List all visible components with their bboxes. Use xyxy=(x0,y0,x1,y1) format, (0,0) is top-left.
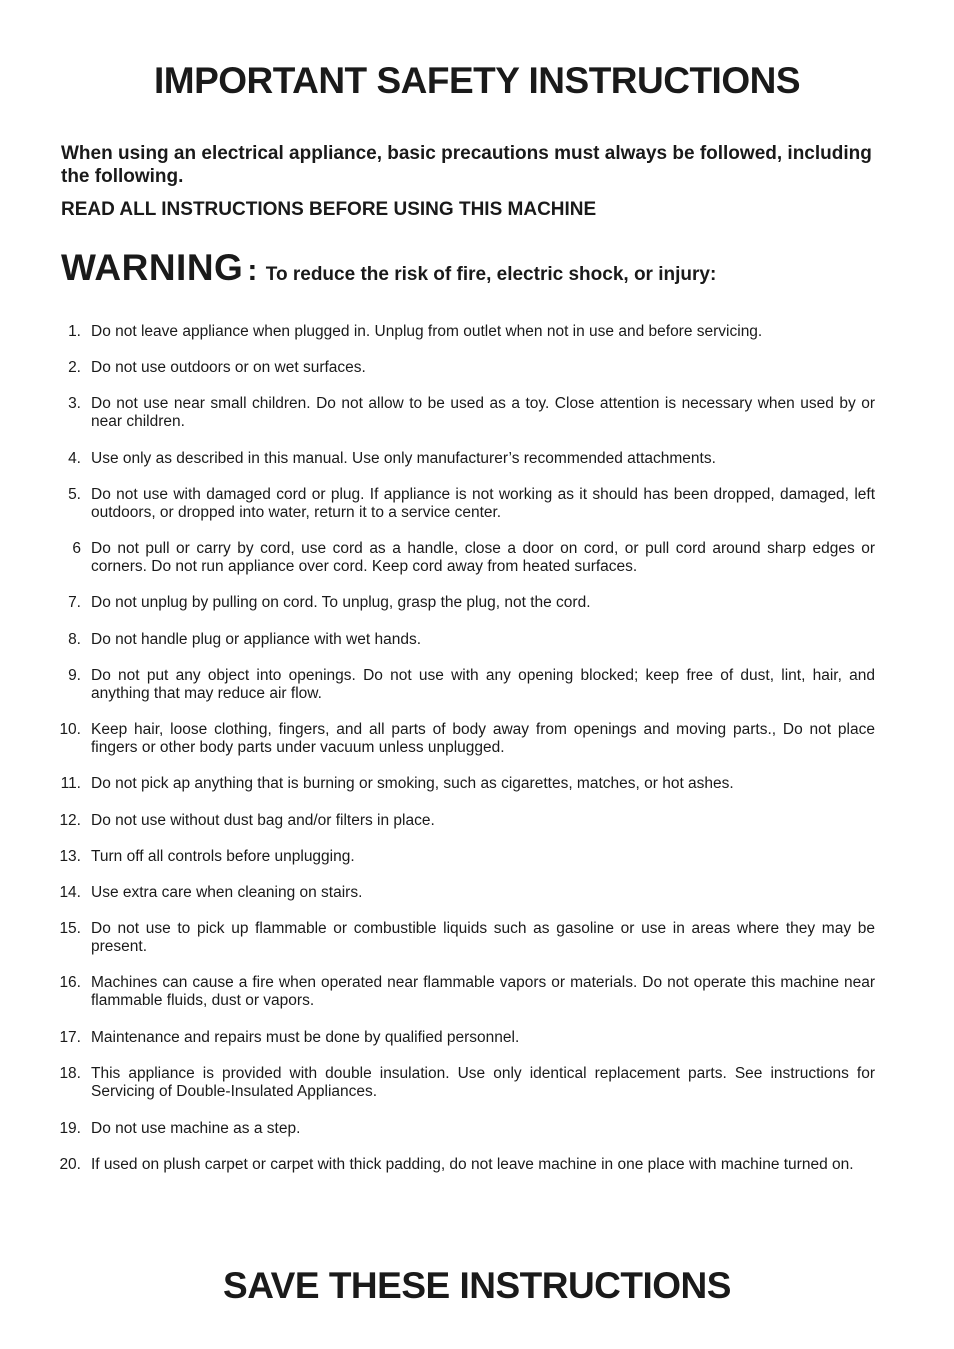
intro-text: When using an electrical appliance, basic precautions must always be followed, including the following. xyxy=(61,143,872,187)
item-text: Do not use outdoors or on wet surfaces. xyxy=(91,359,366,376)
item-text: Do not handle plug or appliance with wet hands. xyxy=(91,631,422,648)
item-number: 16. xyxy=(59,974,81,991)
item-text: Do not pick ap anything that is burning or smoking, such as cigarettes, matches, or hot ashes. xyxy=(91,775,734,792)
warning-heading xyxy=(61,247,716,289)
item-number: 17. xyxy=(59,1029,81,1046)
item-text: Do not use near small children. Do not allow to be used as a toy. Close attention is necessary when used by or near children. xyxy=(91,395,875,430)
item-number: 3. xyxy=(68,395,81,412)
item-number: 7. xyxy=(68,594,81,611)
item-text: Maintenance and repairs must be done by qualified personnel. xyxy=(91,1029,520,1046)
item-number: 10. xyxy=(59,721,81,738)
item-number: 15. xyxy=(59,920,81,937)
item-text: Do not unplug by pulling on cord. To unplug, grasp the plug, not the cord. xyxy=(91,594,591,611)
read-all-notice: READ ALL INSTRUCTIONS BEFORE USING THIS MACHINE xyxy=(61,199,597,220)
item-text: If used on plush carpet or carpet with thick padding, do not leave machine in one place with machine turned on. xyxy=(91,1156,854,1173)
item-text: Do not use with damaged cord or plug. If appliance is not working as it should has been dropped, damaged, left outdoors, or dropped into water, return it to a service center. xyxy=(91,486,875,521)
item-text: Turn off all controls before unplugging. xyxy=(91,848,355,865)
item-text: Do not use without dust bag and/or filters in place. xyxy=(91,812,435,829)
item-text: Do not pull or carry by cord, use cord as a handle, close a door on cord, or pull cord around sharp edges or corners. Do not run appliance over cord. Keep cord away from heated surfaces. xyxy=(91,540,875,575)
item-text: Do not use to pick up flammable or combustible liquids such as gasoline or use in areas where they may be present. xyxy=(91,920,875,955)
item-number: 6 xyxy=(72,540,81,557)
item-text: Machines can cause a fire when operated near flammable vapors or materials. Do not operate this machine near flammable fluids, dust or vapors. xyxy=(91,974,875,1009)
item-number: 2. xyxy=(68,359,81,376)
page-title: IMPORTANT SAFETY INSTRUCTIONS xyxy=(153,60,801,101)
item-number: 18. xyxy=(59,1065,81,1082)
item-text: Use extra care when cleaning on stairs. xyxy=(91,884,363,901)
item-text: This appliance is provided with double insulation. Use only identical replacement parts. See instructions for Servicing of Double-Insulated Appliances. xyxy=(91,1065,875,1100)
item-number: 5. xyxy=(68,486,81,503)
item-text: Use only as described in this manual. Use only manufacturer’s recommended attachments. xyxy=(91,450,716,467)
item-number: 11. xyxy=(60,775,81,792)
item-text: Do not put any object into openings. Do not use with any opening blocked; keep free of dust, lint, hair, and anything that may reduce air flow. xyxy=(91,667,875,702)
item-number: 1. xyxy=(68,323,81,340)
item-number: 20. xyxy=(59,1156,81,1173)
item-text: Do not leave appliance when plugged in. Unplug from outlet when not in use and before servicing. xyxy=(91,323,763,340)
item-number: 12. xyxy=(59,812,81,829)
item-number: 19. xyxy=(59,1120,81,1137)
footer-title: SAVE THESE INSTRUCTIONS xyxy=(223,1265,731,1306)
warning-colon: : xyxy=(247,254,258,287)
item-text: Do not use machine as a step. xyxy=(91,1120,301,1137)
item-number: 14. xyxy=(59,884,81,901)
item-number: 8. xyxy=(68,631,81,648)
item-number: 4. xyxy=(68,450,81,467)
item-number: 9. xyxy=(68,667,81,684)
warning-text: To reduce the risk of fire, electric shock, or injury: xyxy=(265,264,717,285)
warning-label: WARNING xyxy=(61,247,244,288)
item-text: Keep hair, loose clothing, fingers, and all parts of body away from openings and moving parts., Do not place fingers or other body parts under vacuum unless unplugged. xyxy=(91,721,875,756)
item-number: 13. xyxy=(59,848,81,865)
